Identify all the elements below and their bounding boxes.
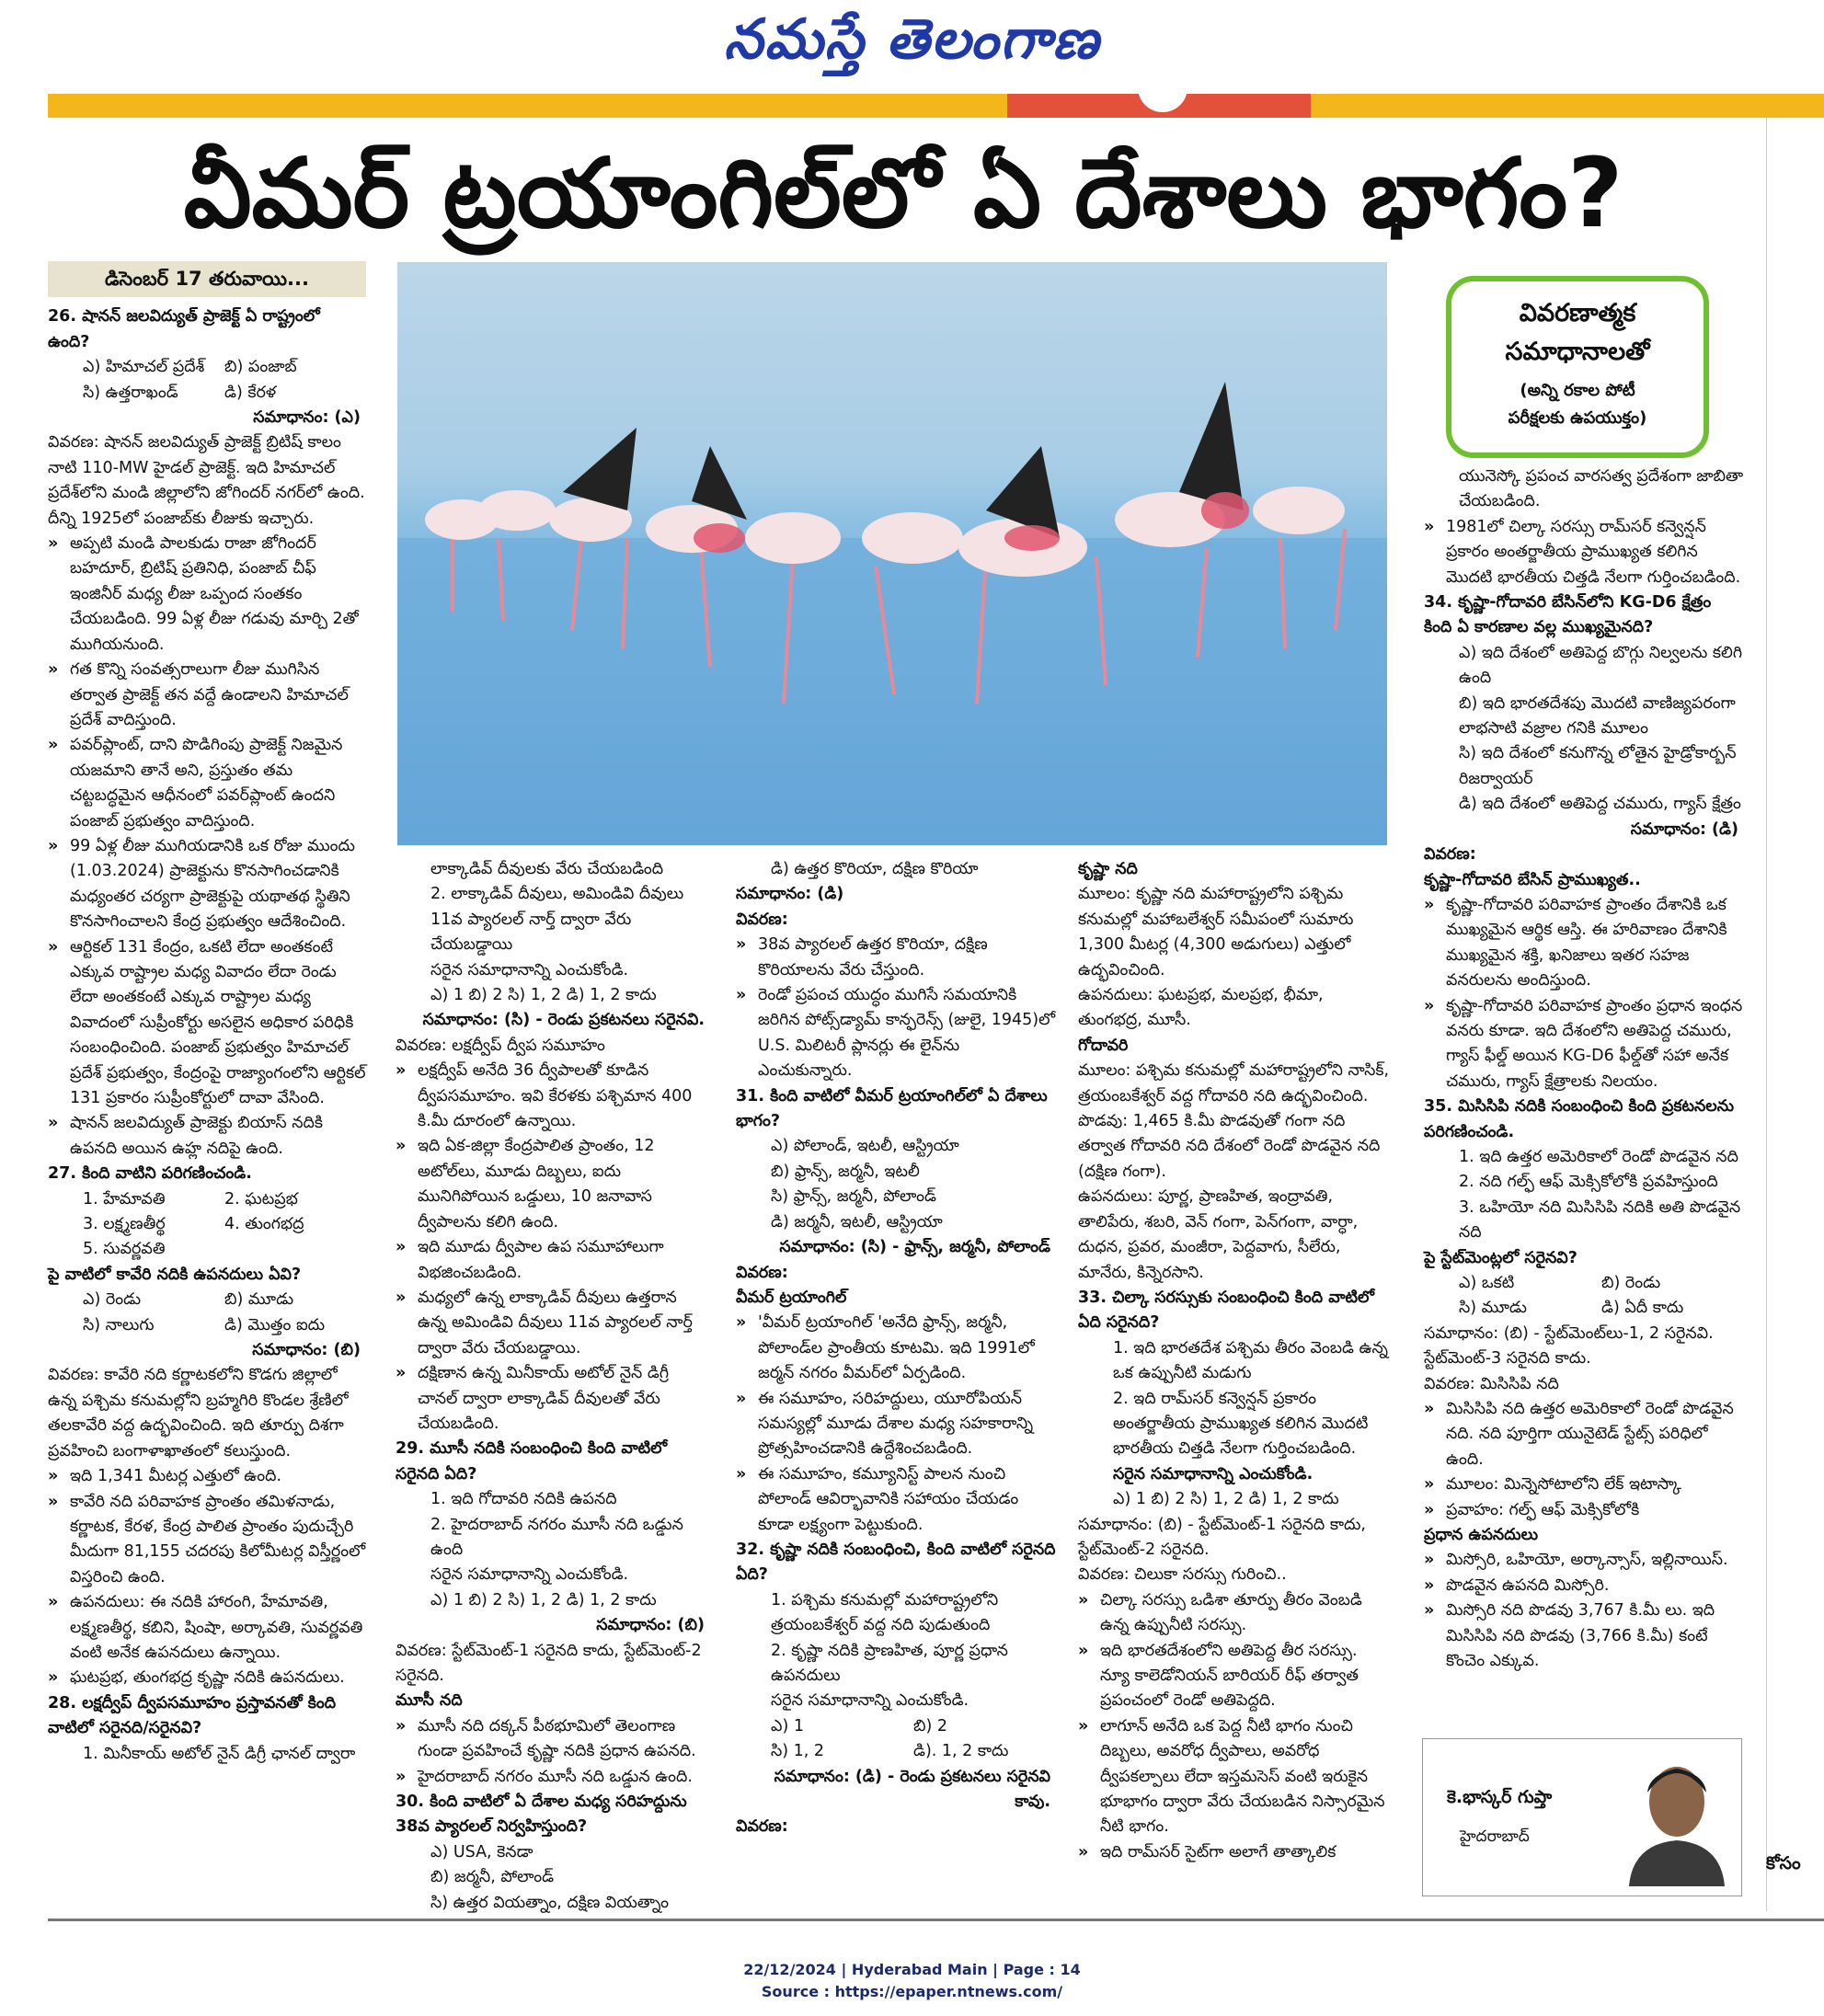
- footer-source: Source : https://epaper.ntnews.com/: [761, 1983, 1063, 2000]
- bullet: » 1981లో చిల్కా సరస్సు రామ్‌సర్ కన్వెన్షన్ ప్రకారం అంతర్జాతీయ ప్రాముఖ్యత కలిగిన మొదటి భారతీయ చిత్తడి నేలగా గుర్తించబడింది.: [1424, 515, 1744, 590]
- option-a: ఎ) రెండు: [83, 1290, 142, 1310]
- option-c: సి) ఉత్తర వియత్నాం, దక్షిణ వియత్నాం: [430, 1893, 670, 1912]
- option-c: సి) నాలుగు: [83, 1315, 155, 1334]
- answer-35: సమాధానం: (బి) - స్టేట్‌మెంట్‌లు-1, 2 సరైనవి. స్టేట్‌మెంట్-3 సరైనది కాదు.: [1424, 1323, 1714, 1369]
- column-2: [396, 857, 710, 1916]
- option-b: బి) జర్మనీ, పోలాండ్: [430, 1868, 555, 1887]
- bullet-icon: »: [396, 1137, 407, 1156]
- option-b: బి) రెండు: [1601, 1274, 1661, 1292]
- option-b: బి) పంజాబ్: [224, 358, 297, 377]
- column-5: [1424, 464, 1744, 1675]
- explanation: వివరణ: స్టేట్‌మెంట్-1 సరైనది కాదు, స్టేట్‌మెంట్-2 సరైనది.: [396, 1641, 702, 1685]
- bullet-icon: »: [1424, 1400, 1435, 1419]
- answer-28: సమాధానం: (సి) - రెండు ప్రకటనలు సరైనవి.: [422, 1011, 705, 1030]
- list-item: 1. హేమావతి: [83, 1189, 166, 1208]
- subheading: వీమర్ ట్రయాంగిల్: [736, 1288, 847, 1307]
- option-a: ఎ) 1: [771, 1716, 804, 1735]
- footer-dateline: 22/12/2024 | Hyderabad Main | Page : 14: [743, 1961, 1081, 1978]
- bullet: » పొడవైన ఉపనది మిస్సోరి.: [1424, 1574, 1744, 1598]
- option-c: సి) మూడు: [1459, 1299, 1527, 1318]
- list-item: సరైన సమాధానాన్ని ఎంచుకోండి.: [771, 1691, 969, 1711]
- paragraph: ఉపనదులు: పూర్ణ, ప్రాణహిత, ఇంద్రావతి, తాలిపేరు, శబరి, వెన్ గంగా, పెన్‌గంగా, వార్ధా, దుధన, ప్రవర, మంజీరా, పెద్దవాగు, సీలేరు, మానేరు, కిన్నెరసాని.: [1078, 1187, 1359, 1282]
- bullet-icon: »: [396, 1716, 407, 1735]
- headline: వీమర్ ట్రయాంగిల్‌లో ఏ దేశాలు భాగం?: [183, 137, 1623, 249]
- subheading: మూసీ నది: [396, 1691, 463, 1711]
- option-d: డి) ఇది దేశంలో అతిపెద్ద చమురు, గ్యాస్ క్షేత్రం: [1459, 795, 1741, 814]
- bullet: » మిసిసిపి నది ఉత్తర అమెరికాలో రెండో పొడవైన నది. నది పూర్తిగా యునైటెడ్ స్టేట్స్ పరిధిలో ఉంది.: [1424, 1397, 1744, 1472]
- list-item: లాక్కాడివ్ దీవులకు వేరు చేయబడింది: [430, 860, 664, 878]
- question-27-list: [48, 1187, 366, 1263]
- list-item: 1. ఇది ఉత్తర అమెరికాలో రెండో పొడవైన నది: [1459, 1147, 1738, 1166]
- adjacent-page-fragment: కోసం: [1766, 1853, 1801, 1873]
- bullet: » లక్షద్వీప్ అనేది 36 ద్వీపాలతో కూడిన ద్వీపసమూహం. ఇవి కేరళకు పశ్చిమాన 400 కి.మీ దూరంలో ఉన్నాయి.: [396, 1059, 710, 1134]
- list-item: 1. ఇది గోదావరి నదికి ఉపనది: [430, 1490, 617, 1509]
- answer-27: సమాధానం: (బి): [252, 1341, 361, 1360]
- bullet: » ఘటప్రభ, తుంగభద్ర కృష్ణా నదికి ఉపనదులు.: [48, 1666, 366, 1690]
- bullet: » దక్షిణాన ఉన్న మినీకాయ్ అటోల్ నైన్ డిగ్రీ చానల్ ద్వారా లాక్కాడివ్ దీవులతో వేరు చేయబడింది.: [396, 1361, 710, 1437]
- question-27-options: [48, 1288, 366, 1338]
- promo-subline: (అన్ని రకాల పోటీ పరీక్షలకు ఉపయుక్తం): [1508, 381, 1647, 428]
- list-item: 1. పశ్చిమ కనుమల్లో మహారాష్ట్రలోని త్రయంబకేశ్వర్ వద్ద నది పుడుతుంది: [771, 1590, 999, 1635]
- list-item: 3. ఒహియో నది మిసిసిపి నదికి అతి పొడవైన నది: [1459, 1197, 1741, 1243]
- bullet: » కావేరి నది పరివాహక ప్రాంతం తమిళనాడు, కర్ణాటక, కేరళ, కేంద్ర పాలిత ప్రాంతం పుదుచ్చేరి మీదుగా 81,155 చదరపు కిలోమీటర్ల విస్తీర్ణంలో విస్తరించి ఉంది.: [48, 1490, 366, 1591]
- question-26-options: [48, 355, 366, 406]
- subheading: కృష్ణా-గోదావరి బేసిన్ ప్రాముఖ్యత..: [1424, 870, 1641, 889]
- option-b: బి) 2: [913, 1716, 948, 1735]
- bullet-icon: »: [736, 1464, 747, 1483]
- options: ఎ) 1 బి) 2 సి) 1, 2 డి) 1, 2 కాదు: [1113, 1490, 1339, 1509]
- options: ఎ) 1 బి) 2 సి) 1, 2 డి) 1, 2 కాదు: [430, 986, 657, 1005]
- bullet-icon: »: [396, 1767, 407, 1786]
- paragraph: పొడవు: 1,465 కి.మీ పొడవుతో గంగా నది తర్వాత గోదావరి నది దేశంలో రెండో పొడవైన నది (దక్షిణ గంగా).: [1078, 1112, 1381, 1181]
- paragraph: మూలం: కృష్ణా నది మహారాష్ట్రలోని పశ్చిమ కనుమల్లో మహాబలేశ్వర్ సమీపంలో సుమారు 1,300 మీటర్ల (4,300 అడుగులు) ఎత్తులో ఉద్భవించింది.: [1078, 885, 1354, 979]
- bullet: » అప్పటి మండి పాలకుడు రాజా జోగిందర్ బహదూర్, బ్రిటిష్ ప్రతినిధి, పంజాబ్ చీఫ్ ఇంజినీర్ మధ్య లీజు ఒప్పంద సంతకం చేయబడింది. 99 ఏళ్ల లీజు గడువు మార్చి 2తో ముగియనుంది.: [48, 532, 366, 658]
- answer-31: సమాధానం: (సి) - ఫ్రాన్స్, జర్మనీ, పోలాండ్: [779, 1238, 1050, 1257]
- paragraph: యునెస్కో ప్రపంచ వారసత్వ ప్రదేశంగా జాబితా చేయబడింది.: [1459, 467, 1744, 511]
- list-item: సరైన సమాధానాన్ని ఎంచుకోండి.: [1113, 1464, 1314, 1483]
- list-item: 3. లక్ష్మణతీర్థ: [83, 1215, 166, 1234]
- bullet-icon: »: [48, 1492, 59, 1511]
- bullet: » మిస్సోరి నది పొడవు 3,767 కి.మీ లు. ఇది మిసిసిపి నది పొడవు (3,766 కి.మీ) కంటే కొంచెం ఎక్కువ.: [1424, 1598, 1744, 1674]
- bullet-icon: »: [1078, 1842, 1089, 1861]
- options: ఎ) 1 బి) 2 సి) 1, 2 డి) 1, 2 కాదు: [430, 1590, 657, 1609]
- bullet-icon: »: [736, 1313, 747, 1333]
- answer-33: సమాధానం: (బి) - స్టేట్‌మెంట్-1 సరైనది కాదు, స్టేట్‌మెంట్-2 సరైనది.: [1078, 1515, 1366, 1559]
- bullet-icon: »: [396, 1288, 407, 1307]
- bullet: » ఇది రామ్‌సర్ సైట్‌గా అలాగే తాత్కాలిక: [1078, 1840, 1391, 1865]
- option-a: ఎ) పోలాండ్, ఇటలీ, ఆస్ట్రియా: [771, 1137, 959, 1156]
- option-b: బి) మూడు: [224, 1290, 294, 1310]
- bullet: » 'వీమర్ ట్రయాంగిల్ 'అనేది ఫ్రాన్స్, జర్మనీ, పోలాండ్‌ల ప్రాంతీయ కూటమి. ఇది 1991లో జర్మన్ నగరం వీమర్‌లో ఏర్పడింది.: [736, 1311, 1056, 1386]
- question-26: 26. షానన్ జలవిద్యుత్ ప్రాజెక్ట్ ఏ రాష్ట్రంలో ఉంది?: [48, 307, 320, 351]
- paragraph: ఉపనదులు: ఘటప్రభ, మలప్రభ, భీమా, తుంగభద్ర, మూసీ.: [1078, 986, 1324, 1030]
- bullet-icon: »: [48, 836, 59, 855]
- author-box: [1422, 1738, 1742, 1896]
- bullet-icon: »: [48, 736, 59, 755]
- explanation: వివరణ: లక్షద్వీప్ ద్వీప సమూహం: [396, 1036, 605, 1055]
- column-1: [48, 261, 366, 1767]
- list-item: 2. లాక్కాడివ్ దీవులు, అమిండివి దీవులు 11వ ప్యారలల్ నార్త్ ద్వారా వేరు చేయబడ్డాయి: [430, 885, 684, 955]
- bullet: » పవర్‌ప్లాంట్, దాని పొడిగింపు ప్రాజెక్ట్ నిజమైన యజమాని తానే అని, ప్రస్తుతం తమ చట్టబద్ధమైన ఆధీనంలో పవర్‌ప్లాంట్ ఉందని పంజాబ్ ప్రభుత్వం వాదిస్తుంది.: [48, 733, 366, 834]
- author-name: కె.భాస్కర్ గుప్తా: [1447, 1787, 1553, 1807]
- question-30: 30. కింది వాటిలో ఏ దేశాల మధ్య సరిహద్దును 38వ ప్యారలల్ నిర్వహిస్తుంది?: [396, 1793, 687, 1837]
- bullet-icon: »: [1424, 517, 1435, 536]
- promo-line: సమాధానాలతో: [1505, 338, 1650, 366]
- option-d: డి) ఏదీ కాదు: [1601, 1299, 1684, 1318]
- right-edge-divider: [1766, 118, 1767, 1911]
- option-a: ఎ) USA, కెనడా: [430, 1842, 533, 1861]
- question-32: 32. కృష్ణా నదికి సంబంధించి, కింది వాటిలో సరైనది ఏది?: [736, 1540, 1056, 1585]
- paragraph: మూలం: పశ్చిమ కనుమల్లో మహారాష్ట్రలోని నాసిక్, త్రయంబకేశ్వర్ వద్ద గోదావరి నది ఉద్భవించింది.: [1078, 1061, 1390, 1105]
- promo-line: వివరణాత్మక: [1519, 299, 1636, 327]
- masthead-title: నమస్తే తెలంగాణ: [723, 7, 1101, 72]
- list-item: 1. మినీకాయ్ అటోల్ నైన్ డిగ్రీ ఛానల్ ద్వారా: [83, 1744, 356, 1763]
- question-32-options: [736, 1714, 1056, 1765]
- flamingo-image: [397, 262, 1387, 845]
- option-c: సి) 1, 2: [771, 1742, 825, 1761]
- bullet-icon: »: [736, 986, 747, 1005]
- bullet-icon: »: [48, 1467, 59, 1486]
- bullet-icon: »: [396, 1238, 407, 1257]
- author-city: హైదరాబాద్: [1460, 1827, 1530, 1846]
- bullet: » మిస్సోరి, ఒహియో, అర్కాన్సాస్, ఇల్లినాయిస్.: [1424, 1548, 1744, 1573]
- bullet: » కృష్ణా-గోదావరి పరివాహక ప్రాంతం దేశానికి ఒక ముఖ్యమైన ఆర్థిక ఆస్తి. ఈ హరివాణం దేశానికి ముఖ్యమైన శక్తి, ఖనిజాలు ఇతర సహజ వనరులను అందిస్తుంది.: [1424, 893, 1744, 994]
- subheading: ప్రధాన ఉపనదులు: [1424, 1526, 1539, 1545]
- option-c: సి) ఫ్రాన్స్, జర్మనీ, పోలాండ్: [771, 1187, 936, 1207]
- bullet: » మధ్యలో ఉన్న లాక్కాడివ్ దీవులు ఉత్తరాన ఉన్న అమిండివి దీవులు 11వ ప్యారలల్ నార్త్ ద్వారా వేరు చేయబడ్డాయి.: [396, 1286, 710, 1361]
- bullet-icon: »: [48, 1668, 59, 1688]
- option-c: సి) ఉత్తరాఖండ్: [83, 383, 178, 402]
- bullet: » హైదరాబాద్ నగరం మూసీ నది ఒడ్డున ఉంది.: [396, 1765, 710, 1790]
- bullet: » మూలం: మిన్నెసోటాలోని లేక్ ఇటాస్కా: [1424, 1472, 1744, 1497]
- option-b: బి) ఫ్రాన్స్, జర్మనీ, ఇటలీ: [771, 1162, 920, 1181]
- answer-29: సమాధానం: (బి): [596, 1616, 705, 1635]
- question-34: 34. కృష్ణా-గోదావరి బేసిన్‌లోని KG-D6 క్షేత్రం కింది ఏ కారణాల వల్ల ముఖ్యమైనది?: [1424, 593, 1712, 637]
- answer-34: సమాధానం: (డి): [1630, 819, 1738, 839]
- bullet-icon: »: [1078, 1641, 1089, 1660]
- bullet: » మూసీ నది దక్కన్ పీఠభూమిలో తెలంగాణ గుండా ప్రవహించే కృష్ణా నదికి ప్రధాన ఉపనది.: [396, 1714, 710, 1765]
- masthead: [0, 7, 1824, 85]
- bullet-icon: »: [1424, 996, 1435, 1015]
- list-item: 2. నది గల్ఫ్ ఆఫ్ మెక్సికోలోకి ప్రవహిస్తుంది: [1459, 1173, 1718, 1192]
- option-a: ఎ) ఒకటి: [1459, 1274, 1515, 1292]
- option-d: డి) కేరళ: [224, 383, 277, 402]
- header-band: [48, 94, 1824, 118]
- option-a: ఎ) ఇది దేశంలో అతిపెద్ద బొగ్గు నిల్వలను కలిగి ఉంది: [1459, 643, 1743, 688]
- explanation: వివరణ: మిసిసిపి నది: [1424, 1374, 1559, 1393]
- explanation-label: వివరణ:: [1424, 845, 1476, 865]
- list-item: 2. ఇది రామ్‌సర్ కన్వెన్షన్ ప్రకారం అంతర్జాతీయ ప్రాముఖ్యత కలిగిన మొదటి భారతీయ చిత్తడి నేలగా గుర్తించబడింది.: [1113, 1389, 1369, 1459]
- bullet: » ఈ సమూహం, సరిహద్దులు, యూరోపియన్ సమస్యల్లో మూడు దేశాల మధ్య సహకారాన్ని ప్రోత్సహించడానికి ఉద్దేశించబడింది.: [736, 1387, 1056, 1462]
- list-item: 2. ఘటప్రభ: [224, 1189, 298, 1208]
- question-27-prompt: పై వాటిలో కావేరి నదికి ఉపనదులు ఏవి?: [48, 1265, 302, 1284]
- bullet: » ఇది భారతదేశంలోని అతిపెద్ద తీర సరస్సు. న్యూ కాలెడోనియన్ బారియర్ రీఫ్ తర్వాత ప్రపంచంలో రెండో అతిపెద్దది.: [1078, 1639, 1391, 1714]
- flamingo-photo: [397, 262, 1387, 845]
- continued-tag: డిసెంబర్ 17 తరువాయి...: [48, 261, 366, 297]
- question-28: 28. లక్షద్వీప్ ద్వీపసమూహం ప్రస్తావనతో కింది వాటిలో సరైనది/సరైనవి?: [48, 1693, 337, 1738]
- column-3: [736, 857, 1056, 1840]
- option-d: డి) ఉత్తర కొరియా, దక్షిణ కొరియా: [771, 860, 979, 878]
- answer-30: సమాధానం: (డి): [736, 885, 844, 904]
- bullet-icon: »: [736, 1389, 747, 1408]
- subheading: గోదావరి: [1078, 1036, 1129, 1055]
- question-35-options: [1424, 1271, 1744, 1322]
- bullet: » షానన్ జలవిద్యుత్ ప్రాజెక్టు బియాస్ నదికి ఉపనది అయిన ఉహ్ల నదిపై ఉంది.: [48, 1111, 366, 1162]
- question-27: 27. కింది వాటిని పరిగణించండి.: [48, 1164, 252, 1184]
- column-4: [1078, 857, 1391, 1865]
- bullet-icon: »: [48, 534, 59, 554]
- footer-rule: [48, 1919, 1824, 1921]
- bullet: » ఆర్టికల్ 131 కేంద్రం, ఒకటి లేదా అంతకంటే ఎక్కువ రాష్ట్రాల మధ్య వివాదం లేదా రెండు లేదా అంతకంటే ఎక్కువ రాష్ట్రాల మధ్య వివాదంలో సుప్రీంకోర్టు అసలైన అధికార పరిధికి సంబంధించింది. పంజాబ్ ప్రభుత్వం హిమాచల్ ప్రదేశ్ ప్రభుత్వం, కేంద్రంపై రాజ్యాంగంలోని ఆర్టికల్ 131 ప్రకారం సుప్రీంకోర్టులో దావా వేసింది.: [48, 935, 366, 1112]
- promo-badge: [1446, 276, 1709, 458]
- bullet-icon: »: [48, 1593, 59, 1612]
- bullet: » 99 ఏళ్ల లీజు ముగియడానికి ఒక రోజు ముందు (1.03.2024) ప్రాజెక్టును కొనసాగించడానికి మధ్యంతర చర్యగా ప్రాజెక్టుపై యథాతథ స్థితిని కొనసాగించాలని కేంద్ర ప్రభుత్వం ఆదేశించింది.: [48, 834, 366, 935]
- bullet-icon: »: [1424, 1551, 1435, 1570]
- list-item: 4. తుంగభద్ర: [224, 1215, 304, 1234]
- explanation: వివరణ: చిలుకా సరస్సు గురించి..: [1078, 1565, 1287, 1585]
- list-item: సరైన సమాధానాన్ని ఎంచుకోండి.: [430, 960, 629, 979]
- question-31: 31. కింది వాటిలో వీమర్ ట్రయాంగిల్‌లో ఏ దేశాలు భాగం?: [736, 1086, 1048, 1131]
- option-c: సి) ఇది దేశంలో కనుగొన్న లోతైన హైడ్రోకార్బన్ రిజర్వాయర్: [1459, 744, 1737, 788]
- bullet: » ఇది మూడు ద్వీపాల ఉప సమూహాలుగా విభజించబడింది.: [396, 1235, 710, 1286]
- explanation: వివరణ: కావేరి నది కర్ణాటకలోని కొడగు జిల్లాలో ఉన్న పశ్చిమ కనుమల్లోని బ్రహ్మగిరి కొండల శ్రేణిలో తలకావేరి వద్ద ఉద్భవించింది. ఇది తూర్పు దిశగా ప్రవహించి బంగాళాఖాతంలో కలుస్తుంది.: [48, 1366, 349, 1460]
- explanation: వివరణ: షానన్ జలవిద్యుత్ ప్రాజెక్ట్ బ్రిటిష్ కాలం నాటి 110-MW హైడల్ ప్రాజెక్ట్. ఇది హిమాచల్ ప్రదేశ్‌లోని మండి జిల్లాలోని జోగిందర్ నగర్‌లో ఉంది. దీన్ని 1925లో పంజాబ్‌కు లీజుకు ఇచ్చారు.: [48, 433, 365, 528]
- question-35: 35. మిసిసిపి నదికి సంబంధించి కింది ప్రకటనలను పరిగణించండి.: [1424, 1097, 1735, 1141]
- bullet-icon: »: [1078, 1716, 1089, 1735]
- bullet: » లాగూన్ అనేది ఒక పెద్ద నీటి భాగం నుంచి దిబ్బలు, అవరోధ ద్వీపాలు, అవరోధ ద్వీపకల్పాలు లేదా ఇస్తమసెస్ వంటి ఇరుకైన భూభాగం ద్వారా వేరు చేయబడిన నిస్సారమైన నీటి భాగం.: [1078, 1714, 1391, 1840]
- list-item: 5. సువర్ణవతి: [83, 1240, 166, 1259]
- bullet: » ఈ సమూహం, కమ్యూనిస్ట్ పాలన నుంచి పోలాండ్ ఆవిర్భావానికి సహాయం చేయడం కూడా లక్ష్యంగా పెట్టుకుంది.: [736, 1462, 1056, 1538]
- option-b: బి) ఇది భారతదేశపు మొదటి వాణిజ్యపరంగా లాభసాటి వజ్రాల గనికి మూలం: [1459, 693, 1736, 739]
- list-item: 2. హైదరాబాద్ నగరం మూసీ నది ఒడ్డున ఉంది: [430, 1515, 683, 1559]
- bullet-icon: »: [1078, 1590, 1089, 1609]
- bullet-icon: »: [1424, 1475, 1435, 1495]
- option-d: డి) మొత్తం ఐదు: [224, 1315, 326, 1334]
- answer-26: సమాధానం: (ఎ): [253, 408, 361, 428]
- bullet: » ఇది ఏక-జిల్లా కేంద్రపాలిత ప్రాంతం, 12 అటోల్‌లు, మూడు దిబ్బలు, ఐదు మునిగిపోయిన ఒడ్డులు, 10 జనావాస ద్వీపాలను కలిగి ఉంది.: [396, 1134, 710, 1235]
- question-35-prompt: పై స్టేట్‌మెంట్లలో సరైనవి?: [1424, 1248, 1577, 1267]
- explanation-label: వివరణ:: [736, 910, 788, 929]
- bullet-icon: »: [48, 660, 59, 680]
- bullet-icon: »: [396, 1061, 407, 1081]
- author-photo: [1622, 1748, 1732, 1886]
- bullet-icon: »: [48, 1114, 59, 1133]
- explanation-label: వివరణ:: [736, 1817, 788, 1837]
- bullet: » రెండో ప్రపంచ యుద్ధం ముగిసే సమయానికి జరిగిన పోట్స్‌డ్యామ్ కాన్ఫరెన్స్ (జులై, 1945)లో U.S. మిలిటరీ ప్లానర్లు ఈ లైన్‌ను ఎంచుకున్నారు.: [736, 983, 1056, 1084]
- bullet: » ప్రవాహం: గల్ఫ్ ఆఫ్ మెక్సికోలోకి: [1424, 1498, 1744, 1523]
- question-29: 29. మూసీ నదికి సంబంధించి కింది వాటిలో సరైనది ఏది?: [396, 1439, 668, 1483]
- subheading: కృష్ణా నది: [1078, 860, 1138, 878]
- bullet: » 38వ ప్యారలల్ ఉత్తర కొరియా, దక్షిణ కొరియాలను వేరు చేస్తుంది.: [736, 933, 1056, 983]
- bullet: » ఉపనదులు: ఈ నదికి హారంగి, హేమావతి, లక్ష్మణతీర్థ, కబిని, షింషా, అర్కావతి, సువర్ణవతి వంటి అనేక ఉపనదులు ఉన్నాయి.: [48, 1590, 366, 1666]
- bullet-icon: »: [736, 935, 747, 955]
- bullet: » కృష్ణా-గోదావరి పరివాహక ప్రాంతం ప్రధాన ఇంధన వనరు కూడా. ఇది దేశంలోని అతిపెద్ద చమురు, గ్యాస్ ఫీల్డ్ అయిన KG-D6 ఫీల్డ్‌తో సహా అనేక చమురు, గ్యాస్ క్షేత్రాలకు నిలయం.: [1424, 994, 1744, 1095]
- option-d: డి) జర్మనీ, ఇటలీ, ఆస్ట్రియా: [771, 1212, 943, 1231]
- option-d: డి). 1, 2 కాదు: [913, 1742, 1009, 1761]
- bullet-icon: »: [1424, 1601, 1435, 1621]
- option-a: ఎ) హిమాచల్ ప్రదేశ్: [83, 358, 205, 377]
- bullet: » చిల్కా సరస్సు ఒడిశా తూర్పు తీరం వెంబడి ఉన్న ఉప్పునీటి సరస్సు.: [1078, 1588, 1391, 1639]
- answer-32: సమాధానం: (డి) - రెండు ప్రకటనలు సరైనవి కావు.: [774, 1767, 1050, 1812]
- bullet-icon: »: [396, 1364, 407, 1383]
- footer: [0, 1959, 1824, 2003]
- bullet-icon: »: [48, 937, 59, 956]
- list-item: సరైన సమాధానాన్ని ఎంచుకోండి.: [430, 1565, 629, 1585]
- bullet-icon: »: [1424, 1500, 1435, 1519]
- bullet-icon: »: [1424, 895, 1435, 914]
- bullet: » ఇది 1,341 మీటర్ల ఎత్తులో ఉంది.: [48, 1464, 366, 1489]
- list-item: 1. ఇది భారతదేశ పశ్చిమ తీరం వెంబడి ఉన్న ఒక ఉప్పునీటి మడుగు: [1113, 1338, 1388, 1383]
- bullet: » గత కొన్ని సంవత్సరాలుగా లీజు ముగిసిన తర్వాత ప్రాజెక్ట్ తన వద్దే ఉండాలని హిమాచల్ ప్రదేశ్ వాదిస్తుంది.: [48, 658, 366, 733]
- question-33: 33. చిల్కా సరస్సుకు సంబంధించి కింది వాటిలో ఏది సరైనది?: [1078, 1288, 1375, 1333]
- list-item: 2. కృష్ణా నదికి ప్రాణహిత, పూర్ణ ప్రధాన ఉపనదులు: [771, 1641, 1008, 1685]
- bullet-icon: »: [1424, 1575, 1435, 1595]
- explanation-label: వివరణ:: [736, 1263, 788, 1282]
